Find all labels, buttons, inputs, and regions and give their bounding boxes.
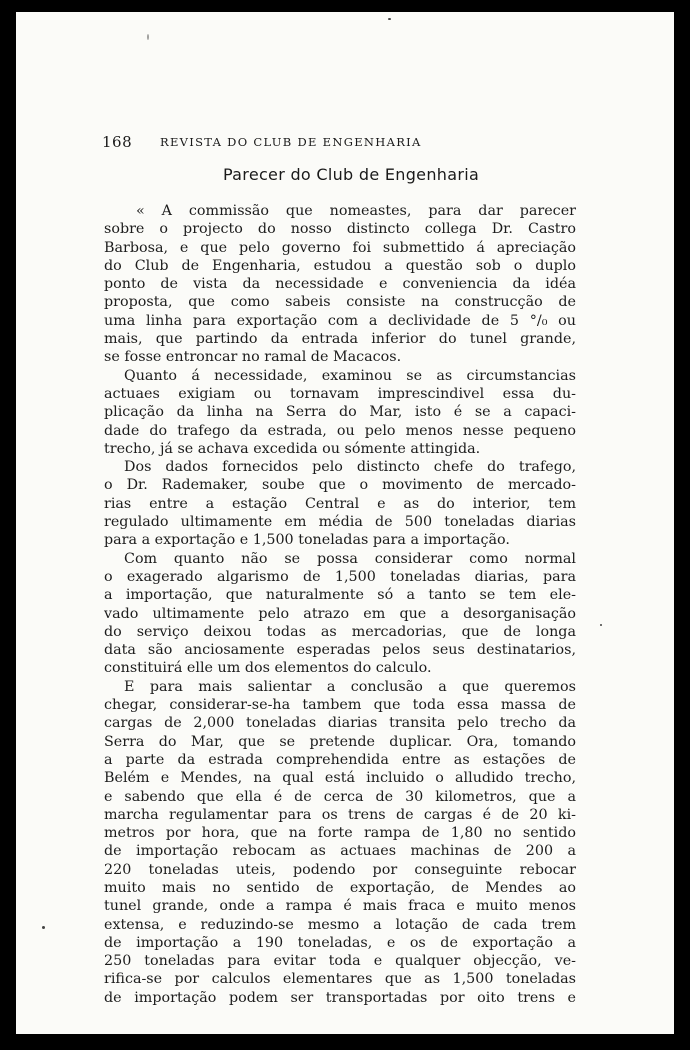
text-line: o Dr. Rademaker, soube que o movimento de mercado- — [104, 477, 576, 494]
paper-speck — [42, 926, 45, 929]
text-line: uma linha para exportação com a declividade de 5 °/₀ ou — [104, 312, 576, 329]
text-line: Barbosa, e que pelo governo foi submettido á apreciação — [104, 239, 576, 256]
text-line: constituirá elle um dos elementos do calculo. — [104, 660, 432, 677]
text-line: tunel grande, onde a rampa é mais fraca e muito menos — [104, 898, 576, 915]
page-header — [102, 133, 577, 155]
text-line: cargas de 2,000 toneladas diarias transita pelo trecho da — [104, 715, 576, 732]
text-line: sobre o projecto do nosso distincto collega Dr. Castro — [104, 221, 576, 238]
text-line: do Club de Engenharia, estudou a questão sob o duplo — [104, 257, 576, 274]
text-line: para a exportação e 1,500 toneladas para a importação. — [104, 532, 510, 549]
article-body — [104, 202, 576, 1007]
text-line: E para mais salientar a conclusão a que queremos — [124, 678, 576, 695]
text-line: do serviço deixou todas as mercadorias, que de longa — [104, 623, 576, 640]
text-line: proposta, que como sabeis consiste na construcção de — [104, 294, 576, 311]
text-line: « A commissão que nomeastes, para dar parecer — [136, 203, 576, 219]
running-title: REVISTA DO CLUB DE ENGENHARIA — [160, 135, 422, 149]
text-line: 220 toneladas uteis, podendo por conseguinte rebocar — [104, 861, 576, 878]
text-line: trecho, já se achava excedida ou sómente attingida. — [104, 440, 481, 457]
text-line: mais, que partindo da entrada inferior do tunel grande, — [104, 331, 576, 348]
text-line: actuaes exigiam ou tornavam imprescindivel essa du- — [104, 385, 576, 402]
text-line: rias entre a estação Central e as do interior, tem — [104, 495, 576, 512]
text-line: chegar, considerar-se-ha tambem que toda essa massa de — [104, 697, 576, 714]
text-line: dade do trafego da estrada, ou pelo menos nesse pequeno — [104, 422, 576, 439]
text-line: Belém e Mendes, na qual está incluido o alludido trecho, — [104, 770, 576, 787]
article-title: Parecer do Club de Engenharia — [222, 165, 480, 184]
paper-speck — [600, 624, 602, 626]
text-line: o exagerado algarismo de 1,500 toneladas diarias, para — [104, 568, 576, 585]
text-line: a parte da estrada comprehendida entre as estações de — [104, 751, 576, 768]
text-line: Quanto á necessidade, examinou se as circumstancias — [124, 367, 576, 384]
text-line: Serra do Mar, que se pretende duplicar. Ora, tomando — [104, 733, 576, 750]
paper-speck — [388, 18, 391, 20]
text-line: de importação rebocam as actuaes machinas de 200 a — [104, 843, 576, 860]
text-line: ponto de vista da necessidade e conveniencia da idéa — [104, 276, 576, 293]
text-line: marcha regulamentar para os trens de cargas é de 20 ki- — [104, 806, 576, 823]
page-number: 168 — [102, 133, 133, 151]
text-line: 250 toneladas para evitar toda e qualquer objecção, ve- — [104, 953, 576, 970]
paper-speck — [147, 34, 149, 40]
text-line: a importação, que naturalmente só a tanto se tem ele- — [104, 587, 576, 604]
book-page — [16, 12, 674, 1034]
text-line: muito mais no sentido de exportação, de Mendes ao — [104, 879, 576, 896]
text-line: data são anciosamente esperadas pelos seus destinatarios, — [104, 642, 576, 659]
text-line: rifica-se por calculos elementares que as 1,500 toneladas — [104, 971, 576, 988]
text-line: Dos dados fornecidos pelo distincto chefe do trafego, — [124, 459, 576, 476]
text-line: extensa, e reduzindo-se mesmo a lotação de cada trem — [104, 916, 576, 933]
text-line: vado ultimamente pelo atrazo em que a desorganisação — [104, 605, 576, 622]
text-line: de importação podem ser transportadas por oito trens e — [104, 989, 576, 1006]
text-line: e sabendo que ella é de cerca de 30 kilometros, que a — [104, 788, 576, 805]
text-line: Com quanto não se possa considerar como normal — [124, 550, 576, 567]
text-line: se fosse entroncar no ramal de Macacos. — [104, 349, 402, 366]
text-line: regulado ultimamente em média de 500 toneladas diarias — [104, 514, 576, 531]
text-line: metros por hora, que na forte rampa de 1,80 no sentido — [104, 825, 576, 842]
text-line: de importação a 190 toneladas, e os de exportação a — [104, 934, 576, 951]
text-line: plicação da linha na Serra do Mar, isto é se a capaci- — [104, 404, 576, 421]
